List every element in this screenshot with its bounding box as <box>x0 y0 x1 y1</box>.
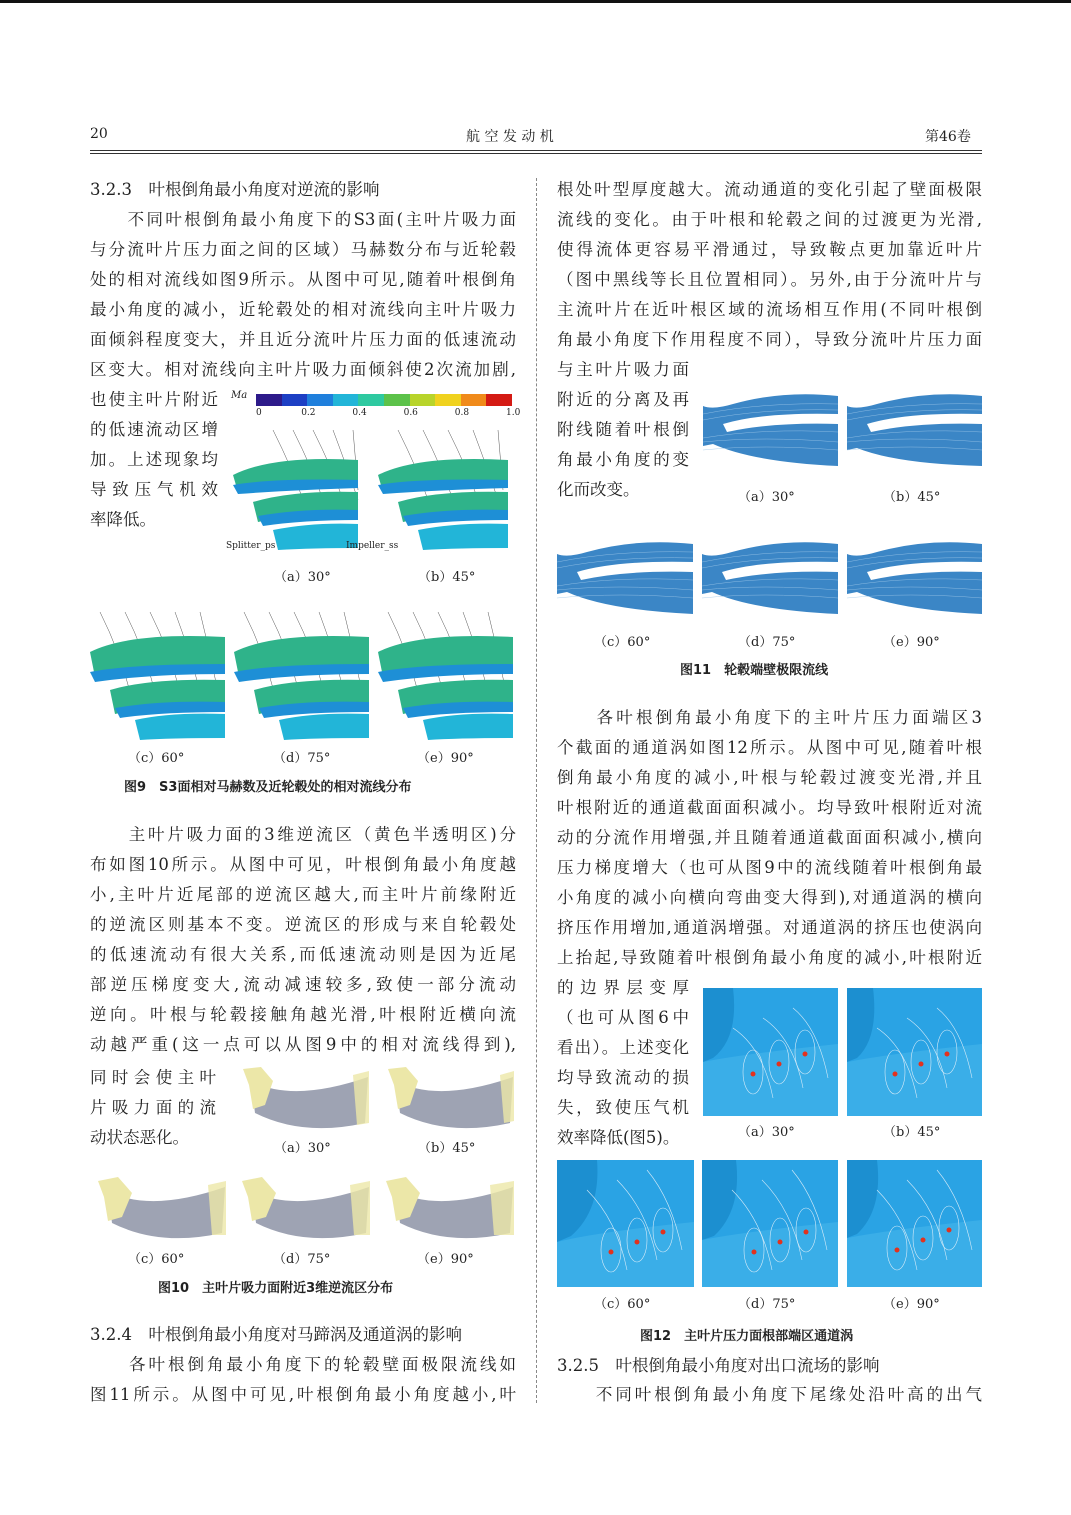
fig10-sub-b: （b）45° <box>418 1141 476 1156</box>
text-line: 个截面的通道涡如图12所示。从图中可见,随着叶根 <box>557 738 982 757</box>
legend-swatch <box>410 394 436 406</box>
fig10-panel-c-image <box>90 1173 230 1243</box>
fig9-sub-d: （d）75° <box>273 751 331 766</box>
text-line: 看出）。上述变化 <box>557 1038 689 1057</box>
text-line: 不同叶根倒角最小角度下的S3面(主叶片吸力面 <box>90 210 516 229</box>
fig11-sub-e: （e）90° <box>883 635 940 650</box>
fig10-panel-b-image <box>378 1063 518 1133</box>
blade-passage-graphic <box>378 430 518 550</box>
legend-tick-label: 0.8 <box>454 408 470 418</box>
text-line: 的低速流动有很大关系,而低速流动则是因为近尾 <box>90 945 516 964</box>
legend-swatch <box>384 394 410 406</box>
fig10-panel-a-image <box>233 1063 373 1133</box>
text-line: 倒角最小角度的减小,叶根与轮毂过渡变光滑,并且 <box>557 768 982 787</box>
legend-swatch <box>486 394 512 406</box>
fig9-sub-c: （c）60° <box>128 751 185 766</box>
text-line: 的低速流动区增 <box>90 420 218 439</box>
fig9-panel-d-image <box>234 612 374 740</box>
s324-paragraph-cont <box>557 175 982 355</box>
fig9-panel-c-image <box>90 612 230 740</box>
column-divider <box>536 178 537 1403</box>
text-line: 率降低。 <box>90 510 156 529</box>
fig9-sub-a: （a）30° <box>274 570 331 585</box>
fig10-sub-a: （a）30° <box>274 1141 331 1156</box>
fig11-panel-c-image <box>557 530 693 620</box>
fig12-panel-b-image <box>847 988 982 1116</box>
text-line: 与主叶片吸力面 <box>557 360 689 379</box>
fig9-panel-b-image <box>378 430 518 550</box>
text-line: 各叶根倒角最小角度下的轮毂壁面极限流线如 <box>90 1355 516 1374</box>
fig11-sub-c: （c）60° <box>594 635 651 650</box>
legend-tick-label: 0.4 <box>352 408 367 418</box>
text-line: 片吸力面的流 <box>90 1098 216 1117</box>
fig10-panel-e-image <box>378 1173 518 1243</box>
fig12-sub-e: （e）90° <box>883 1297 940 1312</box>
blade-passage-graphic <box>378 612 518 740</box>
text-line: 的逆流区则基本不变。逆流区的形成与来自轮毂处 <box>90 915 516 934</box>
legend-swatch <box>358 394 384 406</box>
splitter-ps-label: Splitter_ps <box>226 541 276 551</box>
text-line: 最小角度的减小，近轮毂处的相对流线向主叶片吸力 <box>90 300 516 319</box>
text-line: 不同叶根倒角最小角度下尾缘处沿叶高的出气 <box>557 1385 982 1404</box>
s325-paragraph <box>557 1380 982 1410</box>
fig9-panel-a-image <box>233 430 373 550</box>
text-line: 主流叶片在近叶根区域的流场相互作用(不同叶根倒 <box>557 300 982 319</box>
fig9-panel-e-image <box>378 612 518 740</box>
text-line: 效率降低(图5)。 <box>557 1128 680 1147</box>
text-line: 流线的变化。由于叶根和轮毂之间的过渡更为光滑, <box>557 210 982 229</box>
blade-passage-graphic <box>233 430 373 550</box>
hub-streamline-graphic <box>847 384 982 472</box>
s324-paragraph-2 <box>557 703 982 973</box>
text-line: 均导致流动的损 <box>557 1068 689 1087</box>
mach-legend-colorbar <box>256 394 512 406</box>
text-line: 处的相对流线如图9所示。从图中可见,随着叶根倒角 <box>90 270 516 289</box>
impeller-ss-label: Impeller_ss <box>346 541 399 551</box>
fig12-panel-e-image <box>847 1160 982 1287</box>
page-number: 20 <box>90 126 108 142</box>
text-line: 布如图10所示。从图中可见，叶根倒角最小角度越 <box>90 855 516 874</box>
blade-suction-surface-graphic <box>234 1173 374 1243</box>
fig11-panel-b-image <box>847 384 982 472</box>
text-line: 压力梯度增大（也可从图9中的流线随着叶根倒角最 <box>557 858 982 877</box>
passage-vortex-graphic <box>703 988 838 1116</box>
legend-swatch <box>282 394 308 406</box>
s323-paragraph-1 <box>90 205 516 385</box>
fig9-sub-e: （e）90° <box>417 751 474 766</box>
passage-vortex-graphic <box>702 1160 838 1287</box>
fig12-sub-c: （c）60° <box>594 1297 651 1312</box>
legend-swatch <box>333 394 359 406</box>
text-line: 面倾斜程度变大，并且近分流叶片压力面的低速流动 <box>90 330 516 349</box>
fig11-panel-a-image <box>703 384 838 472</box>
text-line: 叶根附近的通道截面面积减小。均导致叶根附近对流 <box>557 798 982 817</box>
text-line: 部逆压梯度变大,流动减速较多,致使一部分流动 <box>90 975 516 994</box>
text-line: 导致压气机效 <box>90 480 218 499</box>
hub-streamline-graphic <box>703 384 838 472</box>
fig11-panel-e-image <box>847 530 982 620</box>
fig10-panel-d-image <box>234 1173 374 1243</box>
legend-swatch <box>307 394 333 406</box>
text-line: 动的分流作用增强,并且随着通道截面面积减小,横向 <box>557 828 982 847</box>
text-line: 图11所示。从图中可见,叶根倒角最小角度越小,叶 <box>90 1385 516 1404</box>
legend-tick-label: 1.0 <box>506 408 521 418</box>
passage-vortex-graphic <box>557 1160 694 1287</box>
section-3-2-3-title: 3.2.3 叶根倒角最小角度对逆流的影响 <box>90 180 380 199</box>
text-line: 同时会使主叶 <box>90 1068 216 1087</box>
s323-paragraph-2 <box>90 820 516 1060</box>
text-line: 加。上述现象均 <box>90 450 218 469</box>
blade-suction-surface-graphic <box>90 1173 230 1243</box>
text-line: 上抬起,导致随着叶根倒角最小角度的减小,叶根附近 <box>557 948 982 967</box>
text-line: 失，致使压气机 <box>557 1098 689 1117</box>
hub-streamline-graphic <box>847 530 982 620</box>
text-line: 附线随着叶根倒 <box>557 420 689 439</box>
text-line: 动越严重(这一点可以从图9中的相对流线得到), <box>90 1035 516 1054</box>
text-line: 附近的分离及再 <box>557 390 689 409</box>
text-line: 逆向。叶根与轮毂接触角越光滑,叶根附近横向流 <box>90 1005 516 1024</box>
fig12-panel-a-image <box>703 988 838 1116</box>
text-line: 小,主叶片近尾部的逆流区越大,而主叶片前缘附近 <box>90 885 516 904</box>
fig12-panel-d-image <box>702 1160 838 1287</box>
fig12-caption: 图12 主叶片压力面根部端区通道涡 <box>640 1329 854 1344</box>
hub-streamline-graphic <box>557 530 693 620</box>
text-line: 主叶片吸力面的3维逆流区（黄色半透明区)分 <box>90 825 516 844</box>
legend-tick-label: 0.2 <box>301 408 316 418</box>
fig11-sub-a: （a）30° <box>738 490 795 505</box>
section-3-2-4-title: 3.2.4 叶根倒角最小角度对马蹄涡及通道涡的影响 <box>90 1325 462 1344</box>
blade-passage-graphic <box>90 612 230 740</box>
fig12-sub-a: （a）30° <box>738 1125 795 1140</box>
fig10-sub-d: （d）75° <box>273 1252 331 1267</box>
text-line: 的边界层变厚 <box>557 978 689 997</box>
journal-title: 航 空 发 动 机 <box>466 129 554 145</box>
legend-tick-label: 0.6 <box>403 408 418 418</box>
legend-tick-label: 0 <box>256 408 262 418</box>
blade-suction-surface-graphic <box>233 1063 373 1133</box>
text-line: 小角度的减小向横向弯曲变大得到),对通道涡的横向 <box>557 888 982 907</box>
mach-legend-ticks <box>256 408 521 420</box>
text-line: 挤压作用增加,通道涡增强。对通道涡的挤压也使涡向 <box>557 918 982 937</box>
fig12-sub-d: （d）75° <box>738 1297 796 1312</box>
legend-swatch <box>461 394 487 406</box>
text-line: 角最小角度下作用程度不同），导致分流叶片压力面 <box>557 330 982 349</box>
section-3-2-5-title: 3.2.5 叶根倒角最小角度对出口流场的影响 <box>557 1356 880 1375</box>
text-line: （图中黑线等长且位置相同）。另外,由于分流叶片与 <box>557 270 982 289</box>
s324-paragraph-cont-wrap <box>557 355 689 505</box>
legend-swatch <box>256 394 282 406</box>
fig10-sub-e: （e）90° <box>417 1252 474 1267</box>
fig12-sub-b: （b）45° <box>883 1125 941 1140</box>
passage-vortex-graphic <box>847 988 982 1116</box>
text-line: 使得流体更容易平滑通过，导致鞍点更加靠近叶片 <box>557 240 982 259</box>
text-line: （也可从图6中 <box>557 1008 689 1027</box>
fig12-panel-c-image <box>557 1160 694 1287</box>
s324-paragraph <box>90 1350 516 1410</box>
fig9-sub-b: （b）45° <box>418 570 476 585</box>
s324-paragraph-2-wrap <box>557 973 689 1153</box>
fig11-caption: 图11 轮毂端壁极限流线 <box>680 663 829 678</box>
fig11-sub-b: （b）45° <box>883 490 941 505</box>
legend-swatch <box>435 394 461 406</box>
text-line: 各叶根倒角最小角度下的主叶片压力面端区3 <box>557 708 982 727</box>
s323-paragraph-1-wrap <box>90 385 218 535</box>
blade-passage-graphic <box>234 612 374 740</box>
mach-legend-label: Ma <box>231 390 248 401</box>
hub-streamline-graphic <box>702 530 838 620</box>
s323-paragraph-2-wrap <box>90 1063 216 1153</box>
passage-vortex-graphic <box>847 1160 982 1287</box>
blade-suction-surface-graphic <box>378 1173 518 1243</box>
text-line: 角最小角度的变 <box>557 450 689 469</box>
text-line: 与分流叶片压力面之间的区域）马赫数分布与近轮毂 <box>90 240 516 259</box>
top-rule <box>0 0 1071 3</box>
text-line: 化而改变。 <box>557 480 640 499</box>
fig9-caption: 图9 S3面相对马赫数及近轮毂处的相对流线分布 <box>124 780 412 795</box>
fig10-caption: 图10 主叶片吸力面附近3维逆流区分布 <box>158 1281 394 1296</box>
text-line: 区变大。相对流线向主叶片吸力面倾斜使2次流加剧, <box>90 360 516 379</box>
header-rule <box>90 150 982 154</box>
volume-label: 第46卷 <box>925 129 971 145</box>
text-line: 也使主叶片附近 <box>90 390 218 409</box>
blade-suction-surface-graphic <box>378 1063 518 1133</box>
fig11-sub-d: （d）75° <box>738 635 796 650</box>
fig10-sub-c: （c）60° <box>128 1252 185 1267</box>
text-line: 动状态恶化。 <box>90 1128 189 1147</box>
text-line: 根处叶型厚度越大。流动通道的变化引起了壁面极限 <box>557 180 982 199</box>
fig11-panel-d-image <box>702 530 838 620</box>
